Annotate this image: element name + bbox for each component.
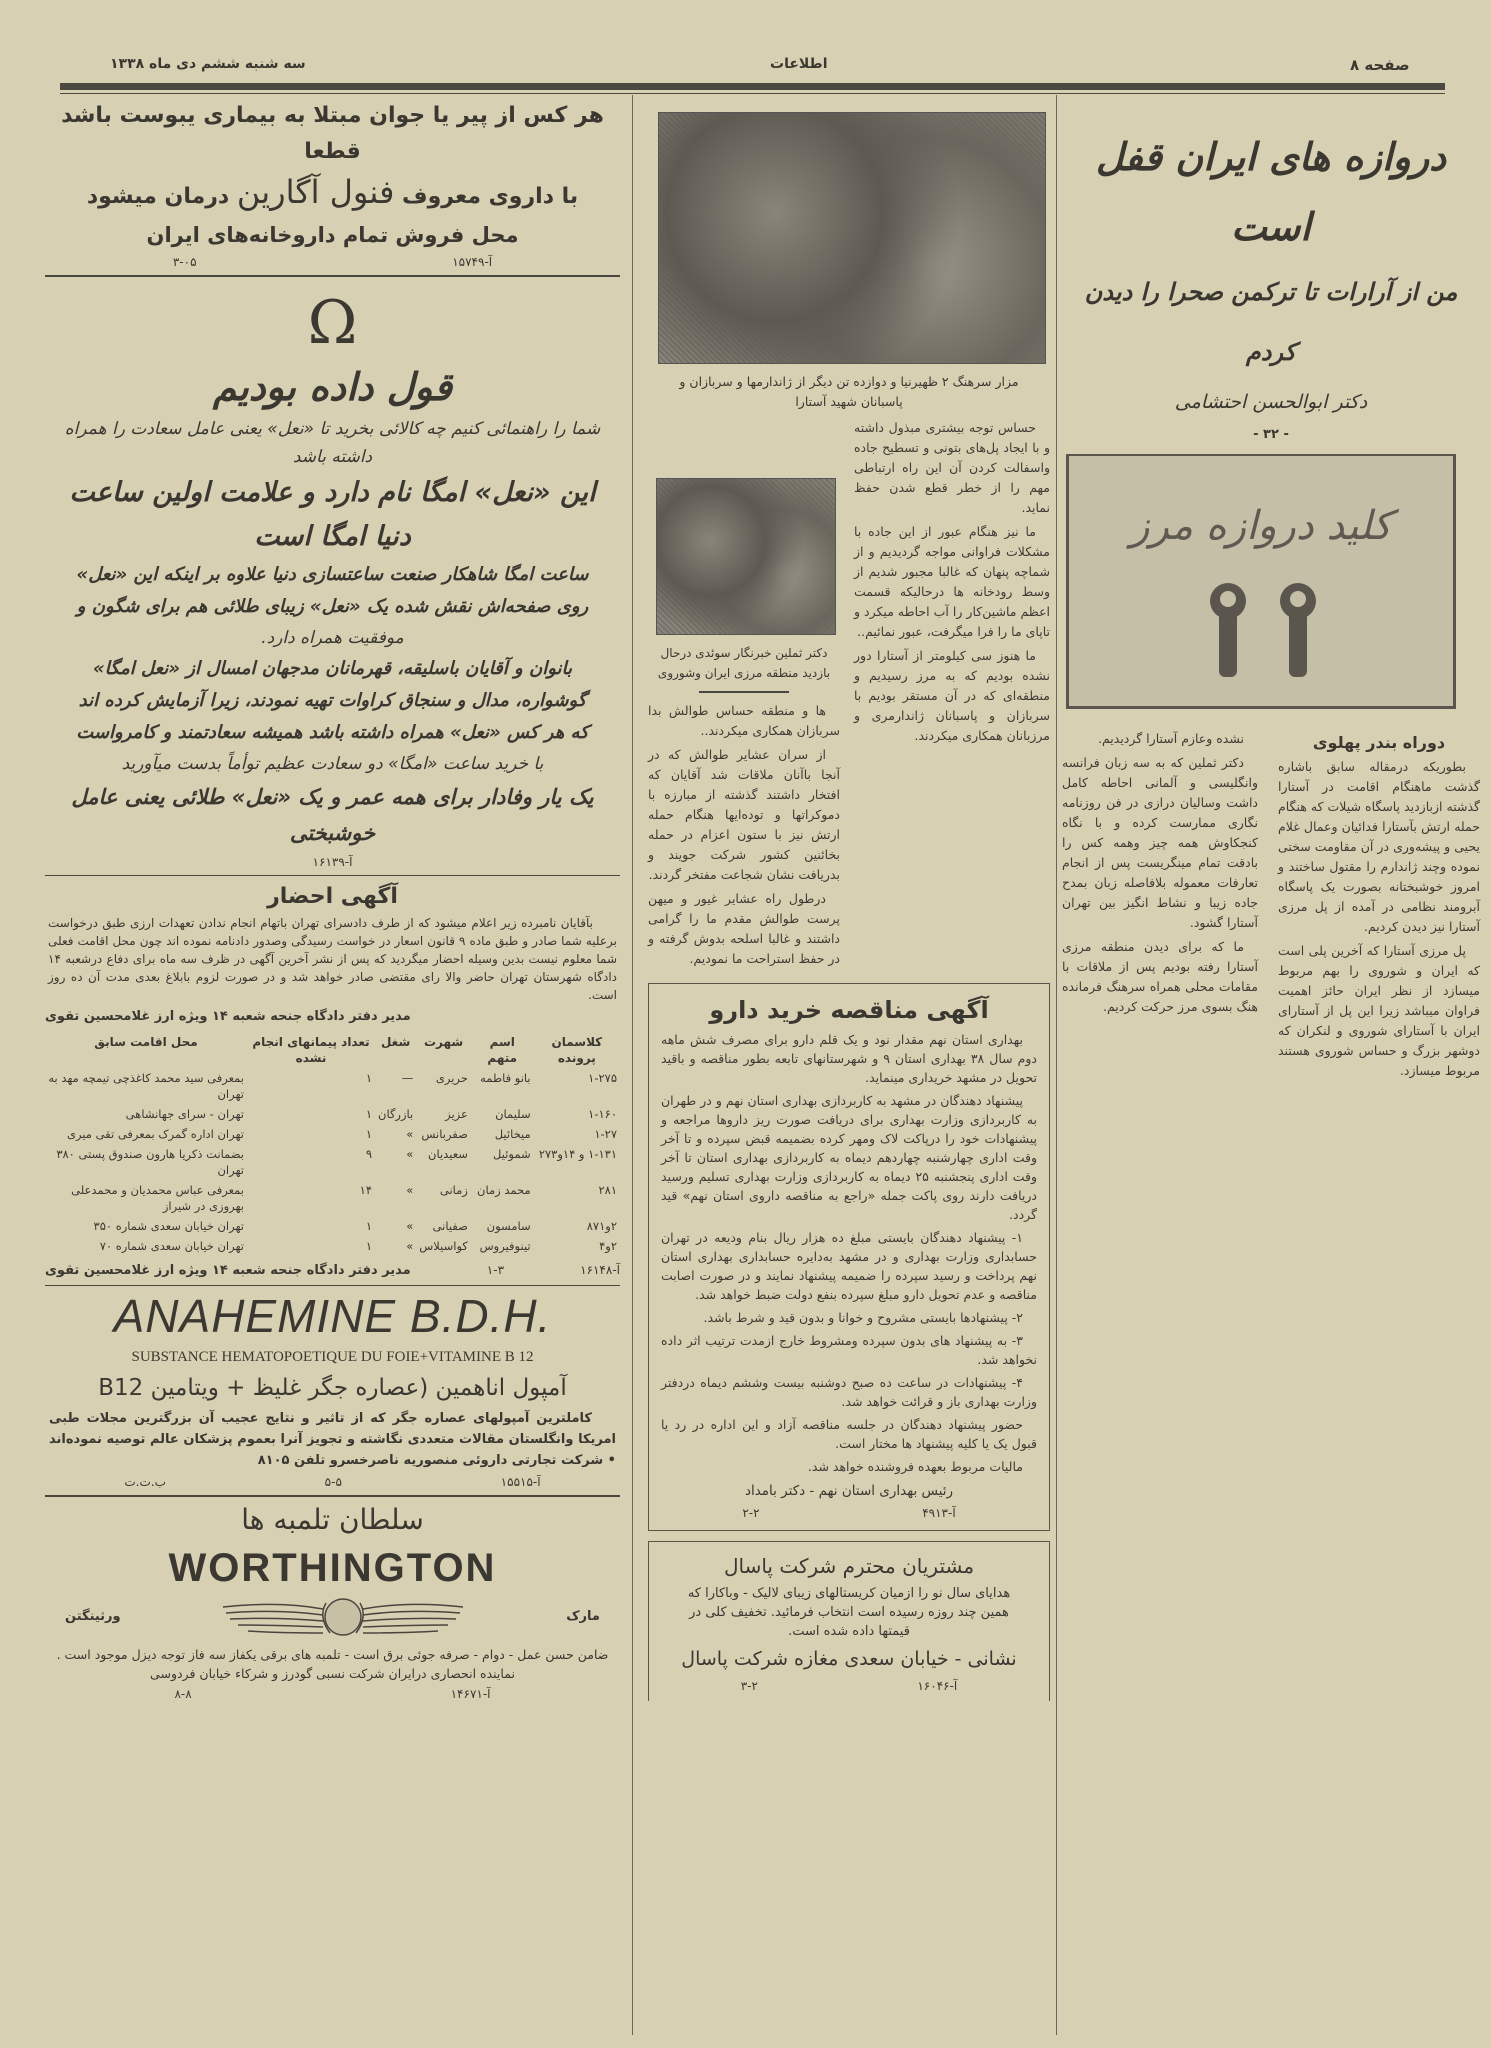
paragraph: حساس توجه بیشتری مبذول داشته و با ایجاد پل‌های بتونی و تسطیح جاده واسفالت کردن آن این راه ارتباطی مهم را از خطر قطع شدن حفظ نماید. — [854, 420, 1050, 515]
table-cell: شموئیل — [493, 1147, 531, 1161]
article-headline: دروازه های ایران قفل است — [1095, 135, 1447, 249]
article-right-subcolumns — [1062, 729, 1480, 1085]
table-cell: ۱-۱۳۱ و ۱۴و۲۷۳ — [538, 1147, 617, 1161]
table-cell: زمانی — [439, 1183, 468, 1197]
article-middle-left-column — [648, 701, 840, 973]
ehzar-paragraph: بآقایان نامبرده زیر اعلام میشود که از طرف دادسرای تهران باتهام انجام ندادن تعهدات ارزی طبق درخواست برعلیه شما صادر و طبق ماده ۹ قانون اسعار در خواست رسیدگی وصدور دادنامه نموده اند چون محل اقامت فعلی شما معلوم نیست بدین وسیله احضار میگردید که پس از نشر آخرین آگهی در ظرف سه ماه برای دفاع درشعبه ۱۴ دادگاه شهرستان تهران حاضر والا رای مقتضی صادر خواهد شد و در صورت لزوم بابلاغ بعدی مدت آن ده روز است. — [48, 916, 617, 1002]
omega-line: بانوان و آقایان باسلیقه، قهرمانان مدجهان امسال از «نعل امگا» — [92, 658, 573, 679]
newspaper-name: اطلاعات — [770, 56, 828, 72]
ad-code: ۱-۳ — [486, 1263, 505, 1277]
table-cell: بازرگان — [378, 1107, 414, 1121]
table-row — [45, 1068, 620, 1104]
ad-line-pre: با داروی معروف — [402, 184, 579, 209]
article-middle-left-block — [648, 418, 840, 973]
table-cell: ۱ — [365, 1239, 372, 1253]
ad-code: ۸-۸ — [174, 1687, 192, 1701]
winged-disk-emblem-icon — [218, 1593, 468, 1639]
table-cell: ۲و۴ — [599, 1239, 617, 1253]
table-cell: صفیانی — [432, 1219, 468, 1233]
paragraph: ما نیز هنگام عبور از این جاده با مشکلات فراوانی مواجه گردیدیم و از شماچه پنهان که غالبا مجبور شدیم از وسط رودخانه ها درحالیکه قسمت اعظم ماشین‌کار را آب احاطه میکرد و تاپای ما را فرا میگرفت، عبور نمائیم.. — [854, 524, 1050, 639]
worthington-label-left: ورثینگتن — [65, 1608, 121, 1624]
ad-codes — [45, 853, 620, 871]
table-cell: » — [406, 1127, 414, 1141]
article-byline: دکتر ابوالحسن احتشامی — [1174, 391, 1368, 413]
divider — [45, 275, 620, 277]
ad-codes — [661, 1677, 1037, 1695]
article-right-left-column — [1062, 729, 1258, 1085]
ad-brand: فنول آگارین — [236, 173, 395, 211]
table-cell: محمد زمان — [477, 1183, 531, 1197]
omega-line: ساعت امگا شاهکار صنعت ساعتسازی دنیا علاوه بر اینکه این «نعل» — [76, 564, 589, 585]
masthead-rule — [60, 83, 1445, 90]
masthead-rule-thin — [60, 93, 1445, 94]
table-cell: تهران خیابان سعدی شماره ۷۰ — [99, 1239, 244, 1253]
table-cell: ۱-۲۷ — [594, 1127, 617, 1141]
table-cell: ۱-۱۶۰ — [588, 1107, 617, 1121]
left-column — [45, 98, 620, 1707]
table-cell: » — [406, 1239, 414, 1253]
article-subheadline: من از آرارات تا ترکمن صحرا را دیدن کردم — [1084, 278, 1458, 366]
paragraph: پیشنهاد دهندگان در مشهد به کاربردازی بهداری استان نهم و در طهران به کاربردازی وزارت بهداری برای دریافت صورت ریز داروها مراجعه و پیشنهادات خود را درپاکت لاک ومهر کرده بضمیمه قبض سپرده و تا آخر وقت اداری چهارشنبه چهاردهم دیماه به کاربردازی بهداری استان تا آخر وقت اداری پنجشنبه ۲۵ دیماه به کاربردازی وزارت بهداری تسلیم ورسید دریافت دارند روی پاکت جمله «راجع به مناقصه داروی استان نهم» قید گردد. — [661, 1093, 1037, 1222]
ehzar-footer — [45, 1260, 620, 1281]
anahemine-body: کاملترین آمپولهای عصاره جگر که از تاثیر و نتایج عجیب آن بزرگترین مجلات طبی امریکا وانگلستان مقالات متعددی نگاشته و تجویز آنرا بعموم پزشکان عالم توصیه نموده‌اند • شرکت تجارتی داروئی منصوریه ناصرخسرو تلفن ۸۱۰۵ — [49, 1411, 616, 1468]
keys-photo-lettering: کلید دروازه مرز — [1130, 503, 1392, 549]
table-cell: ۱۴ — [359, 1183, 372, 1197]
table-cell: ۲۸۱ — [598, 1183, 617, 1197]
paragraph: حضور پیشنهاد دهندگان در جلسه مناقصه آزاد و این اداره در رد یا قبول یک یا کلیه پیشنهاد ها مختار است. — [661, 1417, 1037, 1451]
paragraph: ها و منطقه حساس طوالش بدا سربازان همکاری میکردند.. — [648, 703, 840, 738]
anahemine-subtitle: SUBSTANCE HEMATOPOETIQUE DU FOIE+VITAMINE B 12 — [131, 1349, 534, 1365]
paragraph: نشده وعازم آستارا گردیدیم. — [1097, 731, 1244, 746]
table-row — [45, 1124, 620, 1144]
table-cell: » — [406, 1219, 414, 1233]
paragraph: درطول راه عشایر غیور و میهن پرست طوالش مقدم ما را گرامی داشتند و غالبا اسلحه بدوش گرفته و در حفظ استراحت ما نمودیم. — [648, 891, 840, 966]
table-cell: حریری — [435, 1071, 468, 1085]
tender-signature: رئیس بهداری استان نهم - دکتر بامداد — [744, 1483, 954, 1499]
omega-ad-title: قول داده بودیم — [212, 365, 453, 409]
paragraph: پل مرزی آستارا که آخرین پلی است که ایران و شوروی را بهم مربوط میسازد از نظر ایران حائز اهمیت فراوان میباشد زیرا این پل از آستارای ایران با آستارای شوروی و لنکران که دوشهر بزرگ و حساس شوروی هستند مربوط میسازد. — [1278, 943, 1480, 1078]
table-cell: بمعرفی سید محمد کاغذچی تیمچه مهد به تهران — [48, 1071, 244, 1101]
ad-line: محل فروش تمام داروخانه‌های ایران — [146, 223, 519, 247]
table-cell: سامسون — [486, 1219, 531, 1233]
right-column — [1062, 122, 1480, 1085]
article-part-number: - ۳۲ - — [1253, 427, 1289, 442]
table-cell: عزیز — [445, 1107, 468, 1121]
ad-pasal-box — [648, 1541, 1050, 1701]
table-cell: » — [406, 1183, 414, 1197]
ehzar-footer-signature: مدیر دفتر دادگاه جنحه شعبه ۱۴ ویژه ارز غلامحسین تقوی — [45, 1263, 411, 1278]
ad-code: آ-۱۶۰۴۶ — [917, 1679, 958, 1693]
table-cell: کواسیلاس — [419, 1239, 468, 1253]
divider — [45, 875, 620, 876]
omega-line: گوشواره، مدال و سنجاق کراوات تهیه نمودند، زیرا آزمایش کرده اند — [78, 690, 587, 711]
table-cell: ۱-۲۷۵ — [588, 1071, 617, 1085]
omega-line: دنیا امگا است — [254, 521, 411, 552]
ad-codes — [45, 253, 620, 271]
photo-swedish-reporter — [656, 478, 836, 635]
ad-code: ۵-۵ — [324, 1475, 342, 1489]
omega-line: شما را راهنمائی کنیم چه کالائی بخرید تا «نعل» یعنی عامل سعادت را همراه — [64, 419, 601, 439]
article-right-right-block — [1278, 729, 1480, 1085]
table-header-cell: اسم متهم — [487, 1035, 518, 1065]
table-header-row — [45, 1032, 620, 1068]
table-header-cell: کلاسمان پرونده — [551, 1035, 603, 1065]
key-icon — [1203, 581, 1323, 681]
paragraph: از سران عشایر طوالش که در آنجا باآنان ملاقات شد آقایان که افتخار داشتند گذشته از مبارزه با دموکراتها و توده‌ایها هنگام حمله ارتش نیز با ستون اعزام در حمله بخائنین کشور شرکت جویند و بدریافت نشان شجاعت مفتخر گردند. — [648, 747, 840, 882]
tender-title: آگهی مناقصه خرید دارو — [709, 996, 989, 1024]
paragraph: بهداری استان نهم مقدار نود و یک قلم دارو برای مصرف شش ماهه دوم سال ۳۸ بهداری استان ۹ و شهرستانهای تابعه بطور مناقصه و باقید تحویل در مشهد خریداری مینماید. — [661, 1032, 1037, 1085]
photo-caption: دکتر ثملین خبرنگار سوئدی درحال بازدید منطقه مرزی ایران وشوروی — [657, 646, 831, 680]
omega-line: روی صفحه‌اش نقش شده یک «نعل» زیبای طلائی هم برای شگون و — [76, 596, 589, 617]
paragraph: ۳- به پیشنهاد های بدون سپرده ومشروط خارج ازمدت ترتیب اثر داده نخواهد شد. — [661, 1333, 1037, 1367]
table-cell: تهران - سرای جهانشاهی — [125, 1107, 244, 1121]
table-cell: بضمانت ذکریا هارون صندوق پستی ۳۸۰ تهران — [56, 1147, 244, 1177]
ad-codes — [661, 1504, 1037, 1522]
table-cell: تهران خیابان سعدی شماره ۳۵۰ — [93, 1219, 244, 1233]
table-cell: بانو فاطمه — [480, 1071, 531, 1085]
table-cell: ۲و۸۷۱ — [586, 1219, 617, 1233]
omega-ad-body — [45, 415, 620, 851]
omega-line: یک یار وفادار برای همه عمر و یک «نعل» طلائی یعنی عامل خوشبختی — [71, 785, 594, 845]
paragraph: ما هنوز سی کیلومتر از آستارا دور نشده بودیم که به مرز رسیدیم و منطقه‌ای که در آن مستقر بودیم با سربازان و پاسبانان ژاندارمری و مرزبانان همکاری میکردند. — [854, 648, 1050, 743]
pasal-address: نشانی - خیابان سعدی مغازه شرکت پاسال — [681, 1648, 1017, 1670]
worthington-label-right: مارک — [566, 1608, 600, 1624]
pasal-title: مشتریان محترم شرکت پاسال — [723, 1554, 975, 1578]
table-row — [45, 1236, 620, 1256]
worthington-title: سلطان تلمبه ها — [241, 1503, 424, 1536]
issue-date: سه شنبه ششم دی ماه ۱۳۳۸ — [110, 56, 306, 72]
table-header-cell: محل اقامت سابق — [94, 1035, 198, 1049]
omega-line: با خرید ساعت «امگا» دو سعادت عظیم توأماً بدست میآورید — [121, 754, 544, 774]
table-cell: سلیمان — [495, 1107, 531, 1121]
ad-code: آ-۱۴۶۷۱ — [450, 1687, 491, 1701]
pasal-body: هدایای سال نو را ازمیان کریستالهای زیبای لالیک - وباکارا که همین چند روزه رسیده است انتخاب فرمائید. تخفیف کلی در قیمتها داده شده است. — [687, 1586, 1011, 1639]
ad-line — [45, 170, 620, 219]
table-cell: سعیدیان — [428, 1147, 468, 1161]
omega-line: این «نعل» امگا نام دارد و علامت اولین ساعت — [69, 477, 596, 508]
ad-code: ۲-۲ — [742, 1506, 760, 1520]
paragraph: مالیات مربوط بعهده فروشنده خواهد شد. — [807, 1459, 1023, 1474]
paragraph: ۴- پیشنهادات در ساعت ده صبح دوشنبه بیست وششم دیماه دردفتر وزارت بهداری باز و قرائت خواهد شد. — [661, 1375, 1037, 1409]
column-divider — [632, 95, 633, 2035]
article-right-right-column — [1278, 757, 1480, 1081]
article-middle-subcolumns — [648, 418, 1050, 973]
photo-martyrs-tomb — [658, 112, 1046, 364]
omega-logo: Ω — [307, 288, 358, 358]
ad-code: ب.ت.ت — [124, 1475, 166, 1489]
middle-column — [648, 112, 1050, 1701]
table-header-cell: تعداد پیمانهای انجام نشده — [252, 1035, 370, 1065]
table-cell: ۱ — [365, 1107, 372, 1121]
ad-line: هر کس از پیر یا جوان مبتلا به بیماری یبوست باشد قطعا — [61, 103, 604, 164]
table-cell: » — [406, 1147, 414, 1161]
ad-codes — [45, 1473, 620, 1491]
anahemine-persian-title: آمپول اناهمین (عصاره جگر غلیظ + ویتامین B12 — [98, 1375, 567, 1401]
column-divider — [1056, 95, 1057, 2035]
table-cell: ۱ — [365, 1071, 372, 1085]
tender-body — [661, 1030, 1037, 1476]
ad-code: آ-۱۵۵۱۵ — [500, 1475, 541, 1489]
ad-code: ۳-۰۵ — [172, 255, 197, 269]
article-middle-right-column — [854, 418, 1050, 973]
ad-code: آ-۱۶۱۴۸ — [580, 1263, 620, 1277]
table-row — [45, 1180, 620, 1216]
ad-code: آ-۱۶۱۳۹ — [312, 855, 353, 869]
ehzar-table — [45, 1032, 620, 1256]
paragraph: ۱- پیشنهاد دهندگان بایستی مبلغ ده هزار ریال بنام ودیعه در تهران حسابداری وزارت بهداری و در مشهد به‌دایره حسابداری بهداری استان نهم پرداخت و رسید سپرده را ضمیمه پیشنهاد نمایند و در صورت اصابت مناقصه و عدم تحویل دارو مبلغ سپرده بنفع دولت ضبط خواهد شد. — [661, 1230, 1037, 1302]
worthington-body: ضامن حسن عمل - دوام - صرفه جوئی برق است - تلمبه های برقی یکفاز سه فاز توجه دیزل موجود است . نماینده انحصاری درایران شرکت نسبی گودرز و شرکاء خیابان فردوسی — [56, 1647, 609, 1681]
ad-line-post: درمان میشود — [86, 184, 230, 209]
divider — [699, 691, 789, 693]
ad-code: ۳-۲ — [740, 1679, 758, 1693]
table-cell: — — [401, 1071, 414, 1085]
table-cell: تینوفیروس — [479, 1239, 531, 1253]
table-cell: میخائیل — [494, 1127, 531, 1141]
table-cell: ۱ — [365, 1127, 372, 1141]
ad-codes — [45, 1685, 620, 1703]
table-row — [45, 1216, 620, 1236]
paragraph: ما که برای دیدن منطقه مرزی آستارا رفته بودیم پس از ملاقات با مقامات محلی همراه سرهنگ فرمانده هنگ بسوی مرز حرکت کردیم. — [1062, 939, 1258, 1014]
worthington-emblem-row — [45, 1593, 620, 1639]
ad-code: آ-۴۹۱۳ — [922, 1506, 956, 1520]
paragraph: دکتر ثملین که به سه زبان فرانسه وانگلیسی و آلمانی احاطه کامل داشت وسالیان درازی در فن روزنامه نگاری ممارست کرده و با نگاه کنجکاوش همه چیز وهمه کس را بادقت تمام مینگریست پس از انجام تعارفات معموله بلافاصله زبان بمدح جاده زیبا و نشاط انگیز بین تهران آستارا گشود. — [1062, 755, 1258, 930]
paragraph: بطوریکه درمقاله سابق باشاره گذشت ماهنگام اقامت در آستارا گذشته ازبازدید پاسگاه شیلات که هنگام حمله ارتش بآستارا فدائیان وعمال غلام یحیی و پیشه‌وری در آن مقاومت سختی نموده وچند ژاندارم را مقتول ساختند و امروز خوشبختانه بصورت یک پاسگاه آبرومند نظامی در آمده از پل مرزی آستارا نیز دیدن کردیم. — [1278, 759, 1480, 934]
omega-line: موفقیت همراه دارد. — [261, 628, 404, 648]
photo-border-keys — [1066, 454, 1456, 709]
ad-fenol-agarin — [45, 98, 620, 251]
ad-code: آ-۱۵۷۴۹ — [452, 255, 493, 269]
section-heading: دوراه بندر پهلوی — [1312, 733, 1446, 752]
anahemine-brand: ANAHEMINE B.D.H. — [113, 1290, 552, 1342]
table-cell: بمعرفی عباس محمدیان و محمدعلی بهروزی در شیراز — [71, 1183, 244, 1213]
ehzar-signature: مدیر دفتر دادگاه جنحه شعبه ۱۴ ویژه ارز غلامحسین تقوی — [45, 1009, 411, 1024]
worthington-brand: WORTHINGTON — [168, 1546, 497, 1590]
ehzar-title: آگهی احضار — [267, 884, 398, 909]
ad-tender-box — [648, 983, 1050, 1531]
table-header-cell: شغل — [380, 1035, 411, 1049]
table-cell: ۱ — [365, 1219, 372, 1233]
photo-caption: مزار سرهنگ ۲ ظهیرنیا و دوازده تن دیگر از ژاندارمها و سربازان و پاسبانان شهید آستارا — [679, 374, 1019, 409]
page-number: صفحه ۸ — [1350, 56, 1410, 74]
omega-line: که هر کس «نعل» همراه داشته باشد همیشه سعادتمند و کامرواست — [76, 722, 589, 743]
omega-line: داشته باشد — [292, 447, 373, 467]
table-cell: ۹ — [365, 1147, 372, 1161]
table-cell: صفربانس — [421, 1127, 468, 1141]
table-cell: تهران اداره گمرک بمعرفی تقی میری — [66, 1127, 244, 1141]
paragraph: ۲- پیشنهادها بایستی مشروح و خوانا و بدون قید و شرط باشد. — [703, 1310, 1023, 1325]
table-row — [45, 1144, 620, 1180]
table-header-cell: شهرت — [423, 1035, 464, 1049]
table-row — [45, 1104, 620, 1124]
